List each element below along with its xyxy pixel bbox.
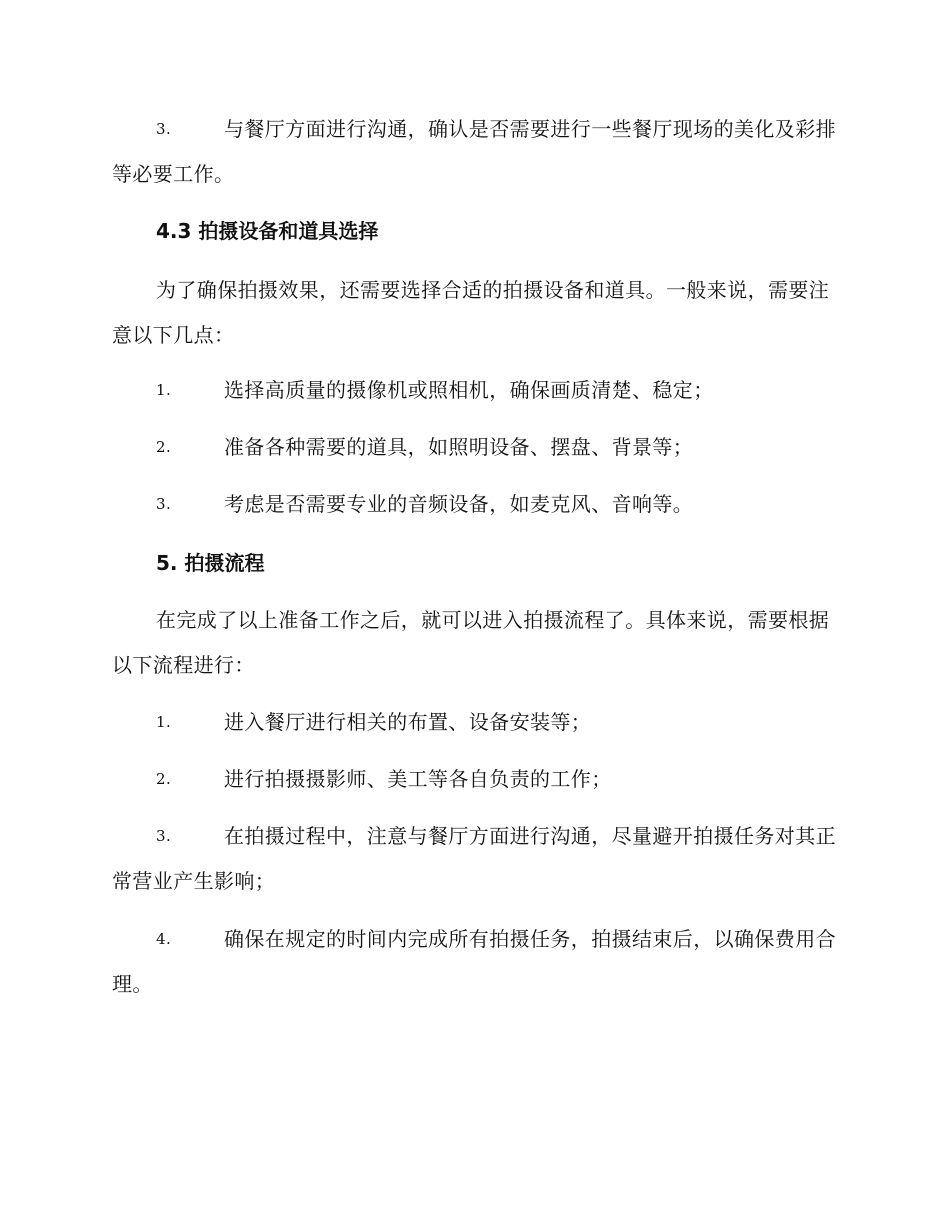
- list-item: [112, 107, 837, 197]
- section-heading-4-3: 4.3 拍摄设备和道具选择: [156, 219, 379, 243]
- list-item: [112, 757, 837, 802]
- list-item: [112, 368, 837, 413]
- list-item-text: 在拍摄过程中，注意与餐厅方面进行沟通，尽量避开拍摄任务对其正常营业产生影响；: [112, 824, 836, 893]
- list-number: 3.: [156, 827, 172, 845]
- list-item: [112, 814, 837, 904]
- section-5-intro: 在完成了以上准备工作之后，就可以进入拍摄流程了。具体来说，需要根据以下流程进行：: [112, 608, 830, 677]
- list-item-text: 考虑是否需要专业的音频设备，如麦克风、音响等。: [224, 492, 694, 516]
- section-heading-5: 5. 拍摄流程: [156, 551, 265, 575]
- list-item: [112, 482, 837, 527]
- section-4-3-intro: 为了确保拍摄效果，还需要选择合适的拍摄设备和道具。一般来说，需要注意以下几点：: [112, 278, 830, 347]
- list-number: 1.: [156, 713, 172, 731]
- list-item-text: 确保在规定的时间内完成所有拍摄任务，拍摄结束后，以确保费用合理。: [112, 927, 836, 996]
- list-item-text: 准备各种需要的道具，如照明设备、摆盘、背景等；: [224, 435, 694, 459]
- list-item: [112, 917, 837, 1007]
- list-number: 2.: [156, 770, 172, 788]
- list-item-text: 进入餐厅进行相关的布置、设备安装等；: [224, 710, 592, 734]
- list-number: 2.: [156, 438, 172, 456]
- list-item: [112, 425, 837, 470]
- list-number: 1.: [156, 381, 172, 399]
- list-item-text: 与餐厅方面进行沟通，确认是否需要进行一些餐厅现场的美化及彩排等必要工作。: [112, 117, 836, 186]
- list-number: 4.: [156, 930, 172, 948]
- list-item: [112, 700, 837, 745]
- list-number: 3.: [156, 495, 172, 513]
- list-item-text: 进行拍摄摄影师、美工等各自负责的工作；: [224, 767, 612, 791]
- list-item-text: 选择高质量的摄像机或照相机，确保画质清楚、稳定；: [224, 378, 714, 402]
- list-number: 3.: [156, 120, 172, 138]
